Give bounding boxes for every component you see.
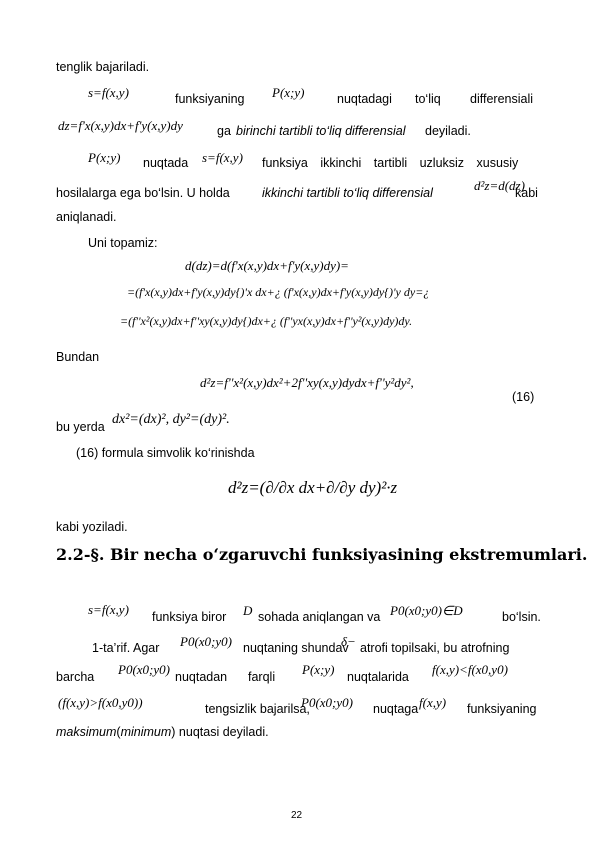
text-rest: ) nuqtasi deyiladi. [171,725,269,739]
text-word: nuqtada [143,156,189,170]
formula-s-f: s=f(x,y) [202,150,243,165]
formula-point: P(x;y) [88,150,121,165]
term-maksimum: maksimum [56,725,117,739]
text-word: bo‘lsin. [502,610,541,624]
equation-number: (16) [512,390,535,404]
section-heading: 2.2-§. Bir necha o‘zgaruvchi funksiyasining ekstremumlari. [56,545,588,564]
formula-s-f: s=f(x,y) [88,85,129,100]
text-word: kabi [515,186,538,200]
text-line: atrofi topilsaki, bu atrofning [360,641,510,655]
text-word: nuqtaning shundav [243,641,349,655]
term-first-order-differential: birinchi tartibli to‘liq differensial [236,124,406,138]
text-paren: ( [116,725,121,739]
text-line: aniqlanadi. [56,210,117,224]
formula-point: P(x;y) [272,85,305,100]
text-line: Bundan [56,350,100,364]
formula-delta: δ− [341,634,356,649]
text-line: funksiya ikkinchi tartibli uzluksiz xususiy [262,156,519,170]
equation-ddz-second: =(f''x²(x,y)dx+f''xy(x,y)dy{)dx+¿ (f''yx(x,y)dx+f''y²(x,y)dy)dy. [120,314,413,328]
formula-inequality-max: f(x,y)<f(x0,y0) [432,662,508,677]
formula-s-f: s=f(x,y) [88,602,129,617]
formula-p0: P0(x0;y0) [118,662,170,677]
text-line: Uni topamiz: [88,236,158,250]
formula-dx2: dx²=(dx)², dy²=(dy)². [112,412,230,427]
formula-domain: D [243,603,253,618]
text-word: deyiladi. [425,124,471,138]
text-word: differensiali [470,92,534,106]
equation-ddz: d(dz)=d(f'x(x,y)dx+f'y(x,y)dy)= [185,258,349,273]
formula-f: f(x,y) [419,695,447,710]
text-word: nuqtalarida [347,670,409,684]
page-number: 22 [291,810,303,821]
text-line: (16) formula simvolik ko‘rinishda [76,446,255,460]
equation-ddz-expand: =(f'x(x,y)dx+f'y(x,y)dy{)'x dx+¿ (f'x(x,y)dx+f'y(x,y)dy{)'y dy=¿ [127,285,430,299]
text-word: funksiya biror [152,610,227,624]
text-word: funksiyaning [175,92,245,106]
formula-point: P(x;y) [302,662,335,677]
formula-inequality-min: (f(x,y)>f(x0,y0)) [58,695,143,710]
text-word: funksiyaning [467,702,537,716]
equation-16: d²z=f''x²(x,y)dx²+2f''xy(x,y)dydx+f''y²dy², [200,375,414,390]
formula-dz: dz=f'x(x,y)dx+f'y(x,y)dy [58,118,183,133]
text-word: farqli [248,670,276,684]
formula-p0: P0(x0;y0) [180,634,232,649]
text-word: sohada aniqlangan va [258,610,381,624]
text-line: hosilalarga ega bo‘lsin. U holda [56,186,230,200]
text-word: tengsizlik bajarilsa, [205,702,310,716]
text-word: to‘liq [415,92,441,106]
text-word: nuqtadan [175,670,228,684]
text-word: bu yerda [56,420,105,434]
text-word: nuqtaga [373,702,419,716]
formula-d2z: d²z=d(dz) [474,178,525,193]
text-line: tenglik bajariladi. [56,60,150,74]
formula-p0: P0(x0;y0) [301,695,353,710]
term-second-order-differential: ikkinchi tartibli to‘liq differensial [262,186,433,200]
text-word: nuqtadagi [337,92,392,106]
text-line: kabi yoziladi. [56,520,128,534]
definition-label: 1-ta’rif. Agar [92,641,160,655]
formula-p0-in-d: P0(x0;y0)∈D [390,603,463,618]
term-minimum: minimum [120,725,172,739]
equation-symbolic: d²z=(∂/∂x dx+∂/∂y dy)²·z [228,478,398,497]
text-word: barcha [56,670,95,684]
text-word: ga [217,124,231,138]
text-line [56,725,269,739]
